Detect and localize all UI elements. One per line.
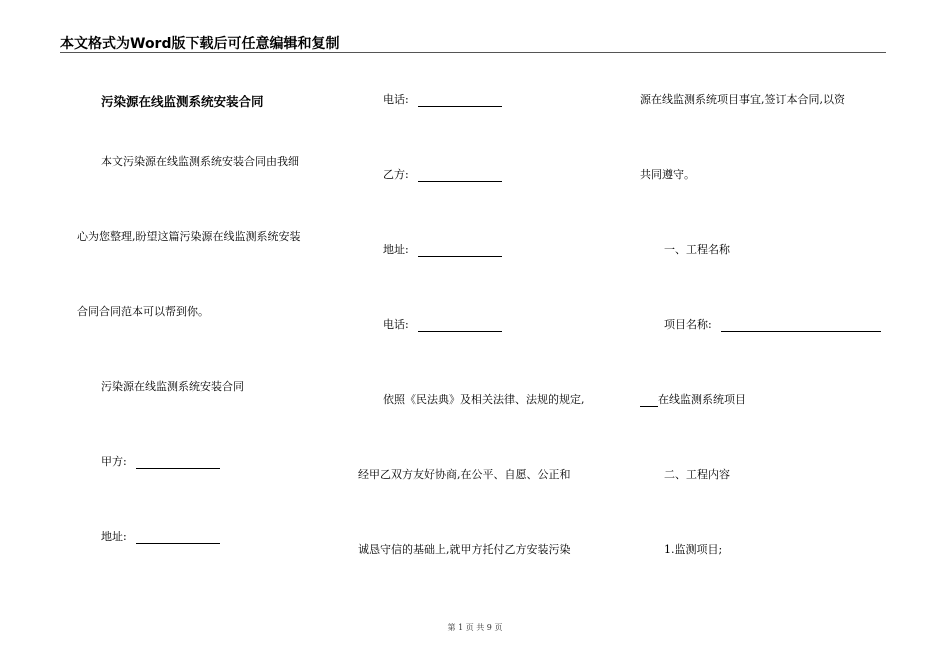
project-name-blank: [721, 320, 881, 332]
address-a-blank: [136, 532, 220, 544]
phone-a-field: [383, 93, 502, 107]
party-a-field: [101, 455, 220, 469]
phone-a-blank: [418, 95, 502, 107]
project-monitor-text: 在线监测系统项目: [658, 393, 746, 406]
party-b-field: [383, 168, 502, 182]
address-b-blank: [418, 245, 502, 257]
party-a-blank: [136, 457, 220, 469]
party-b-label: 乙方:: [383, 168, 409, 181]
document-header: 本文格式为Word版下载后可任意编辑和复制: [60, 36, 340, 52]
page-number: 第 1 页 共 9 页: [447, 623, 503, 632]
phone-b-label: 电话:: [383, 318, 409, 331]
body-line-5: 共同遵守。: [640, 168, 695, 181]
list-item-1: 1.监测项目;: [664, 543, 723, 556]
phone-a-label: 电话:: [383, 93, 409, 106]
project-name-label: 项目名称:: [664, 318, 712, 331]
project-prefix-blank: [640, 395, 658, 407]
address-a-label: 地址:: [101, 530, 127, 543]
body-line-4: 源在线监测系统项目事宜,签订本合同,以资: [640, 93, 845, 106]
phone-b-blank: [418, 320, 502, 332]
header-rule: [60, 52, 886, 53]
intro-line-3: 合同合同范本可以帮到你。: [77, 305, 209, 318]
phone-b-field: [383, 318, 502, 332]
section-heading-2: 二、工程内容: [664, 468, 730, 481]
document-title: 污染源在线监测系统安装合同: [101, 94, 264, 109]
project-name-field: [664, 318, 881, 332]
address-a-field: [101, 530, 220, 544]
contract-subtitle: 污染源在线监测系统安装合同: [101, 380, 244, 393]
address-b-label: 地址:: [383, 243, 409, 256]
address-b-field: [383, 243, 502, 257]
body-line-1: 依照《民法典》及相关法律、法规的规定,: [383, 393, 585, 406]
body-line-2: 经甲乙双方友好协商,在公平、自愿、公正和: [358, 468, 571, 481]
party-b-blank: [418, 170, 502, 182]
body-line-3: 诚恳守信的基础上,就甲方托付乙方安装污染: [358, 543, 571, 556]
project-monitor-field: [640, 393, 746, 407]
intro-line-1: 本文污染源在线监测系统安装合同由我细: [101, 155, 299, 168]
party-a-label: 甲方:: [101, 455, 127, 468]
intro-line-2: 心为您整理,盼望这篇污染源在线监测系统安装: [77, 230, 301, 243]
section-heading-1: 一、工程名称: [664, 243, 730, 256]
